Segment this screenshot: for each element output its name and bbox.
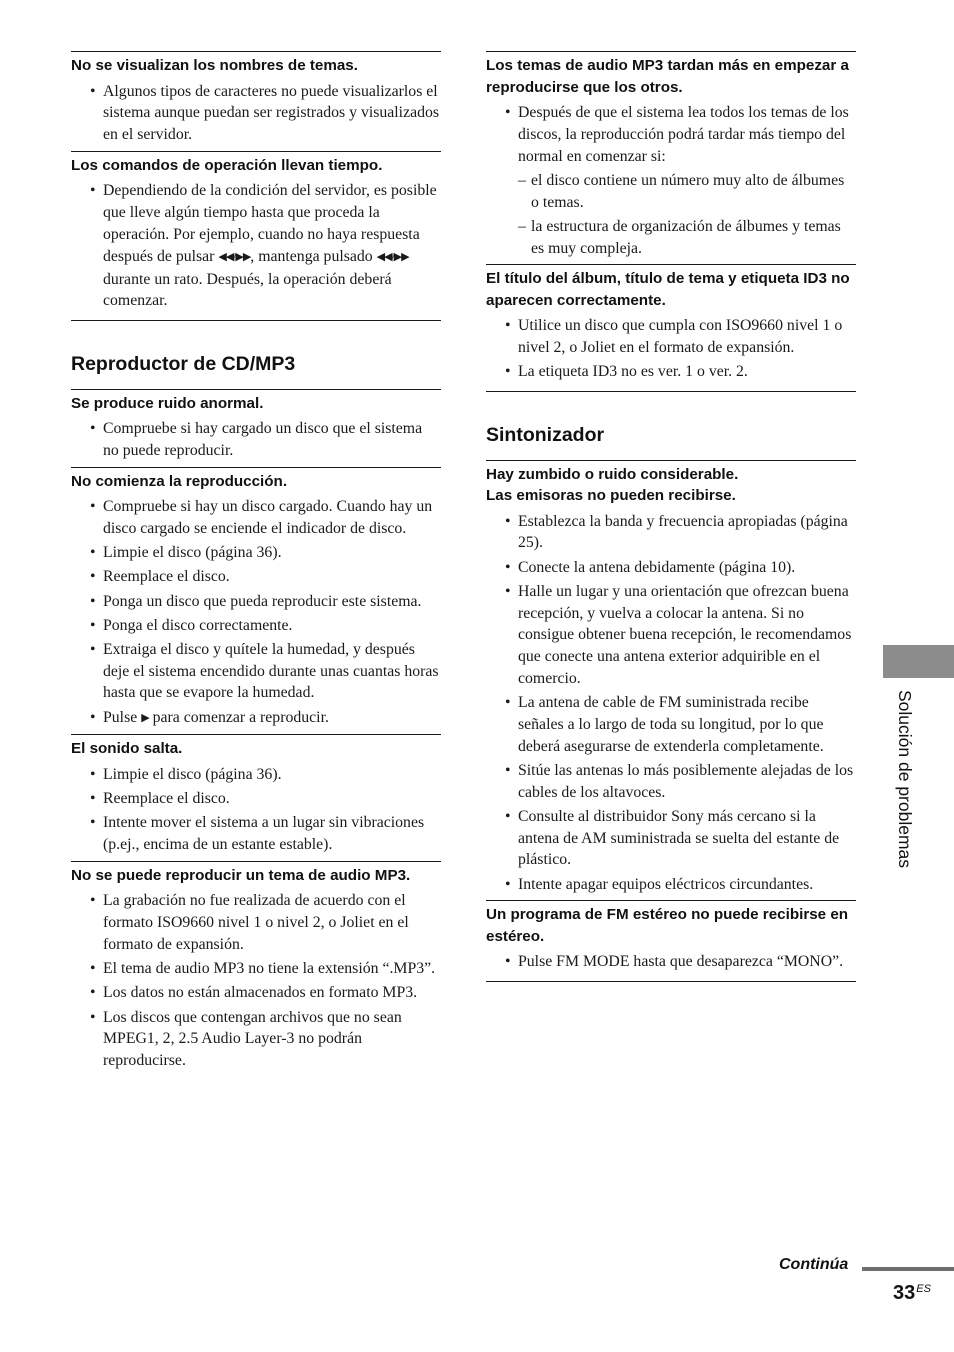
answer-item: • Reemplace el disco.	[71, 566, 441, 588]
faq-question-line: Las emisoras no pueden recibirse.	[486, 487, 736, 505]
answer-item: • Pulse FM MODE hasta que desaparezca “MONO”.	[486, 951, 856, 973]
faq-block-mp3-tardan	[486, 51, 856, 259]
answer-list	[486, 951, 856, 973]
answer-item: • El tema de audio MP3 no tiene la extensión “.MP3”.	[71, 958, 441, 980]
answer-item: • Los datos no están almacenados en formato MP3.	[71, 982, 441, 1004]
answer-item: • Limpie el disco (página 36).	[71, 764, 441, 786]
answer-list	[71, 890, 441, 1072]
answer-item: • Después de que el sistema lea todos los temas de los discos, la reproducción podrá tardar más tiempo del normal en comenzar si:	[486, 102, 856, 167]
section-heading-cd-mp3: Reproductor de CD/MP3	[71, 352, 296, 375]
answer-subitem: – el disco contiene un número muy alto de álbumes o temas.	[486, 170, 856, 214]
answer-list	[71, 180, 441, 312]
answer-list	[71, 496, 441, 729]
answer-list	[71, 764, 441, 856]
answer-list	[71, 81, 441, 146]
section-tab-marker	[883, 645, 954, 678]
answer-item: • La etiqueta ID3 no es ver. 1 o ver. 2.	[486, 361, 856, 383]
answer-item: • Compruebe si hay un disco cargado. Cuando hay un disco cargado se enciende el indicador de disco.	[71, 496, 441, 540]
page-number-value: 33	[893, 1282, 916, 1304]
answer-item: • Reemplace el disco.	[71, 788, 441, 810]
faq-block-id3	[486, 264, 856, 391]
right-column	[486, 51, 856, 982]
faq-question: El sonido salta.	[71, 740, 183, 758]
answer-text: Dependiendo de la condición del servidor, es posible que lleve algún tiempo hasta que proceda la operación. Por ejemplo, cuando no haya respuesta después de pulsar	[103, 182, 437, 265]
answer-item: • Extraiga el disco y quítele la humedad, y después deje el sistema encendido durante unas cuantas horas hasta que se evapore la humedad.	[71, 639, 441, 704]
faq-question: Un programa de FM estéreo no puede recibirse en estéreo.	[486, 906, 849, 945]
answer-item: • Halle un lugar y una orientación que ofrezcan buena recepción, y vuelva a colocar la antena. Si no consigue obtener buena recepción, le recomendamos que conecte una antena exterior adquirible en el comercio.	[486, 581, 856, 690]
faq-block-zumbido	[486, 460, 856, 896]
answer-list	[486, 315, 856, 383]
answer-item: • La antena de cable de FM suministrada recibe señales a lo largo de toda su longitud, por lo que deberá asegurarse de extenderla completamente.	[486, 692, 856, 757]
continued-label: Continúa	[779, 1256, 849, 1273]
answer-item: • Sitúe las antenas lo más posiblemente alejadas de los cables de los altavoces.	[486, 760, 856, 804]
answer-text: para comenzar a reproducir.	[152, 708, 329, 726]
faq-block-ruido	[71, 389, 441, 462]
answer-item: • Limpie el disco (página 36).	[71, 542, 441, 564]
faq-question: Se produce ruido anormal.	[71, 394, 264, 412]
continued-rule	[862, 1267, 954, 1271]
faq-question: El título del álbum, título de tema y etiqueta ID3 no aparecen correctamente.	[486, 270, 850, 309]
faq-block-fm-estereo	[486, 900, 856, 981]
answer-item	[71, 707, 441, 730]
answer-item: • La grabación no fue realizada de acuerdo con el formato ISO9660 nivel 1 o nivel 2, o Joliet en el formato de expansión.	[71, 890, 441, 955]
answer-item	[71, 180, 441, 312]
answer-item: • Conecte la antena debidamente (página 10).	[486, 557, 856, 579]
faq-question	[486, 464, 856, 507]
faq-block-mp3	[71, 861, 441, 1072]
play-icon: ▶	[141, 711, 149, 724]
page-number	[893, 1282, 931, 1305]
answer-item: • Intente apagar equipos eléctricos circundantes.	[486, 874, 856, 896]
faq-question: Los comandos de operación llevan tiempo.	[71, 156, 383, 174]
answer-item: • Los discos que contengan archivos que no sean MPEG1, 2, 2.5 Audio Layer-3 no podrán reproducirse.	[71, 1007, 441, 1072]
answer-list	[486, 511, 856, 896]
answer-item: • Compruebe si hay cargado un disco que el sistema no puede reproducir.	[71, 418, 441, 462]
answer-item: • Establezca la banda y frecuencia apropiadas (página 25).	[486, 511, 856, 555]
faq-question: No se puede reproducir un tema de audio MP3.	[71, 866, 411, 884]
answer-text: Pulse	[103, 708, 138, 726]
answer-list	[486, 102, 856, 259]
left-column	[71, 51, 441, 1074]
faq-block-reproduccion	[71, 467, 441, 730]
answer-item: • Algunos tipos de caracteres no puede visualizarlos el sistema aunque puedan ser registrados y visualizados en el servidor.	[71, 81, 441, 146]
faq-block-comandos	[71, 151, 441, 321]
answer-item: • Consulte al distribuidor Sony más cercano si la antena de AM suministrada se suelta del estante de plástico.	[486, 806, 856, 871]
answer-item: • Ponga un disco que pueda reproducir este sistema.	[71, 591, 441, 613]
skip-buttons-icon: ◀◀/▶▶	[376, 250, 409, 263]
answer-item: • Ponga el disco correctamente.	[71, 615, 441, 637]
page-number-suffix: ES	[916, 1283, 931, 1295]
answer-subitem: – la estructura de organización de álbumes y temas es muy compleja.	[486, 216, 856, 260]
faq-question: Los temas de audio MP3 tardan más en empezar a reproducirse que los otros.	[486, 57, 849, 96]
answer-text: durante un rato. Después, la operación deberá comenzar.	[103, 270, 392, 310]
faq-question-line: Hay zumbido o ruido considerable.	[486, 465, 739, 483]
answer-item: • Intente mover el sistema a un lugar sin vibraciones (p.ej., encima de un estante estable).	[71, 812, 441, 856]
faq-block-sonido-salta	[71, 734, 441, 855]
answer-item: • Utilice un disco que cumpla con ISO9660 nivel 1 o nivel 2, o Joliet en el formato de expansión.	[486, 315, 856, 359]
faq-question: No comienza la reproducción.	[71, 472, 288, 490]
faq-question: No se visualizan los nombres de temas.	[71, 57, 358, 74]
side-tab-label: Solución de problemas	[895, 690, 915, 869]
faq-block-nombres-temas	[71, 51, 441, 146]
skip-buttons-icon: ◀◀/▶▶	[218, 250, 251, 263]
answer-list	[71, 418, 441, 462]
section-heading-sintonizador: Sintonizador	[486, 423, 605, 446]
answer-text: , mantenga pulsado	[250, 247, 373, 265]
